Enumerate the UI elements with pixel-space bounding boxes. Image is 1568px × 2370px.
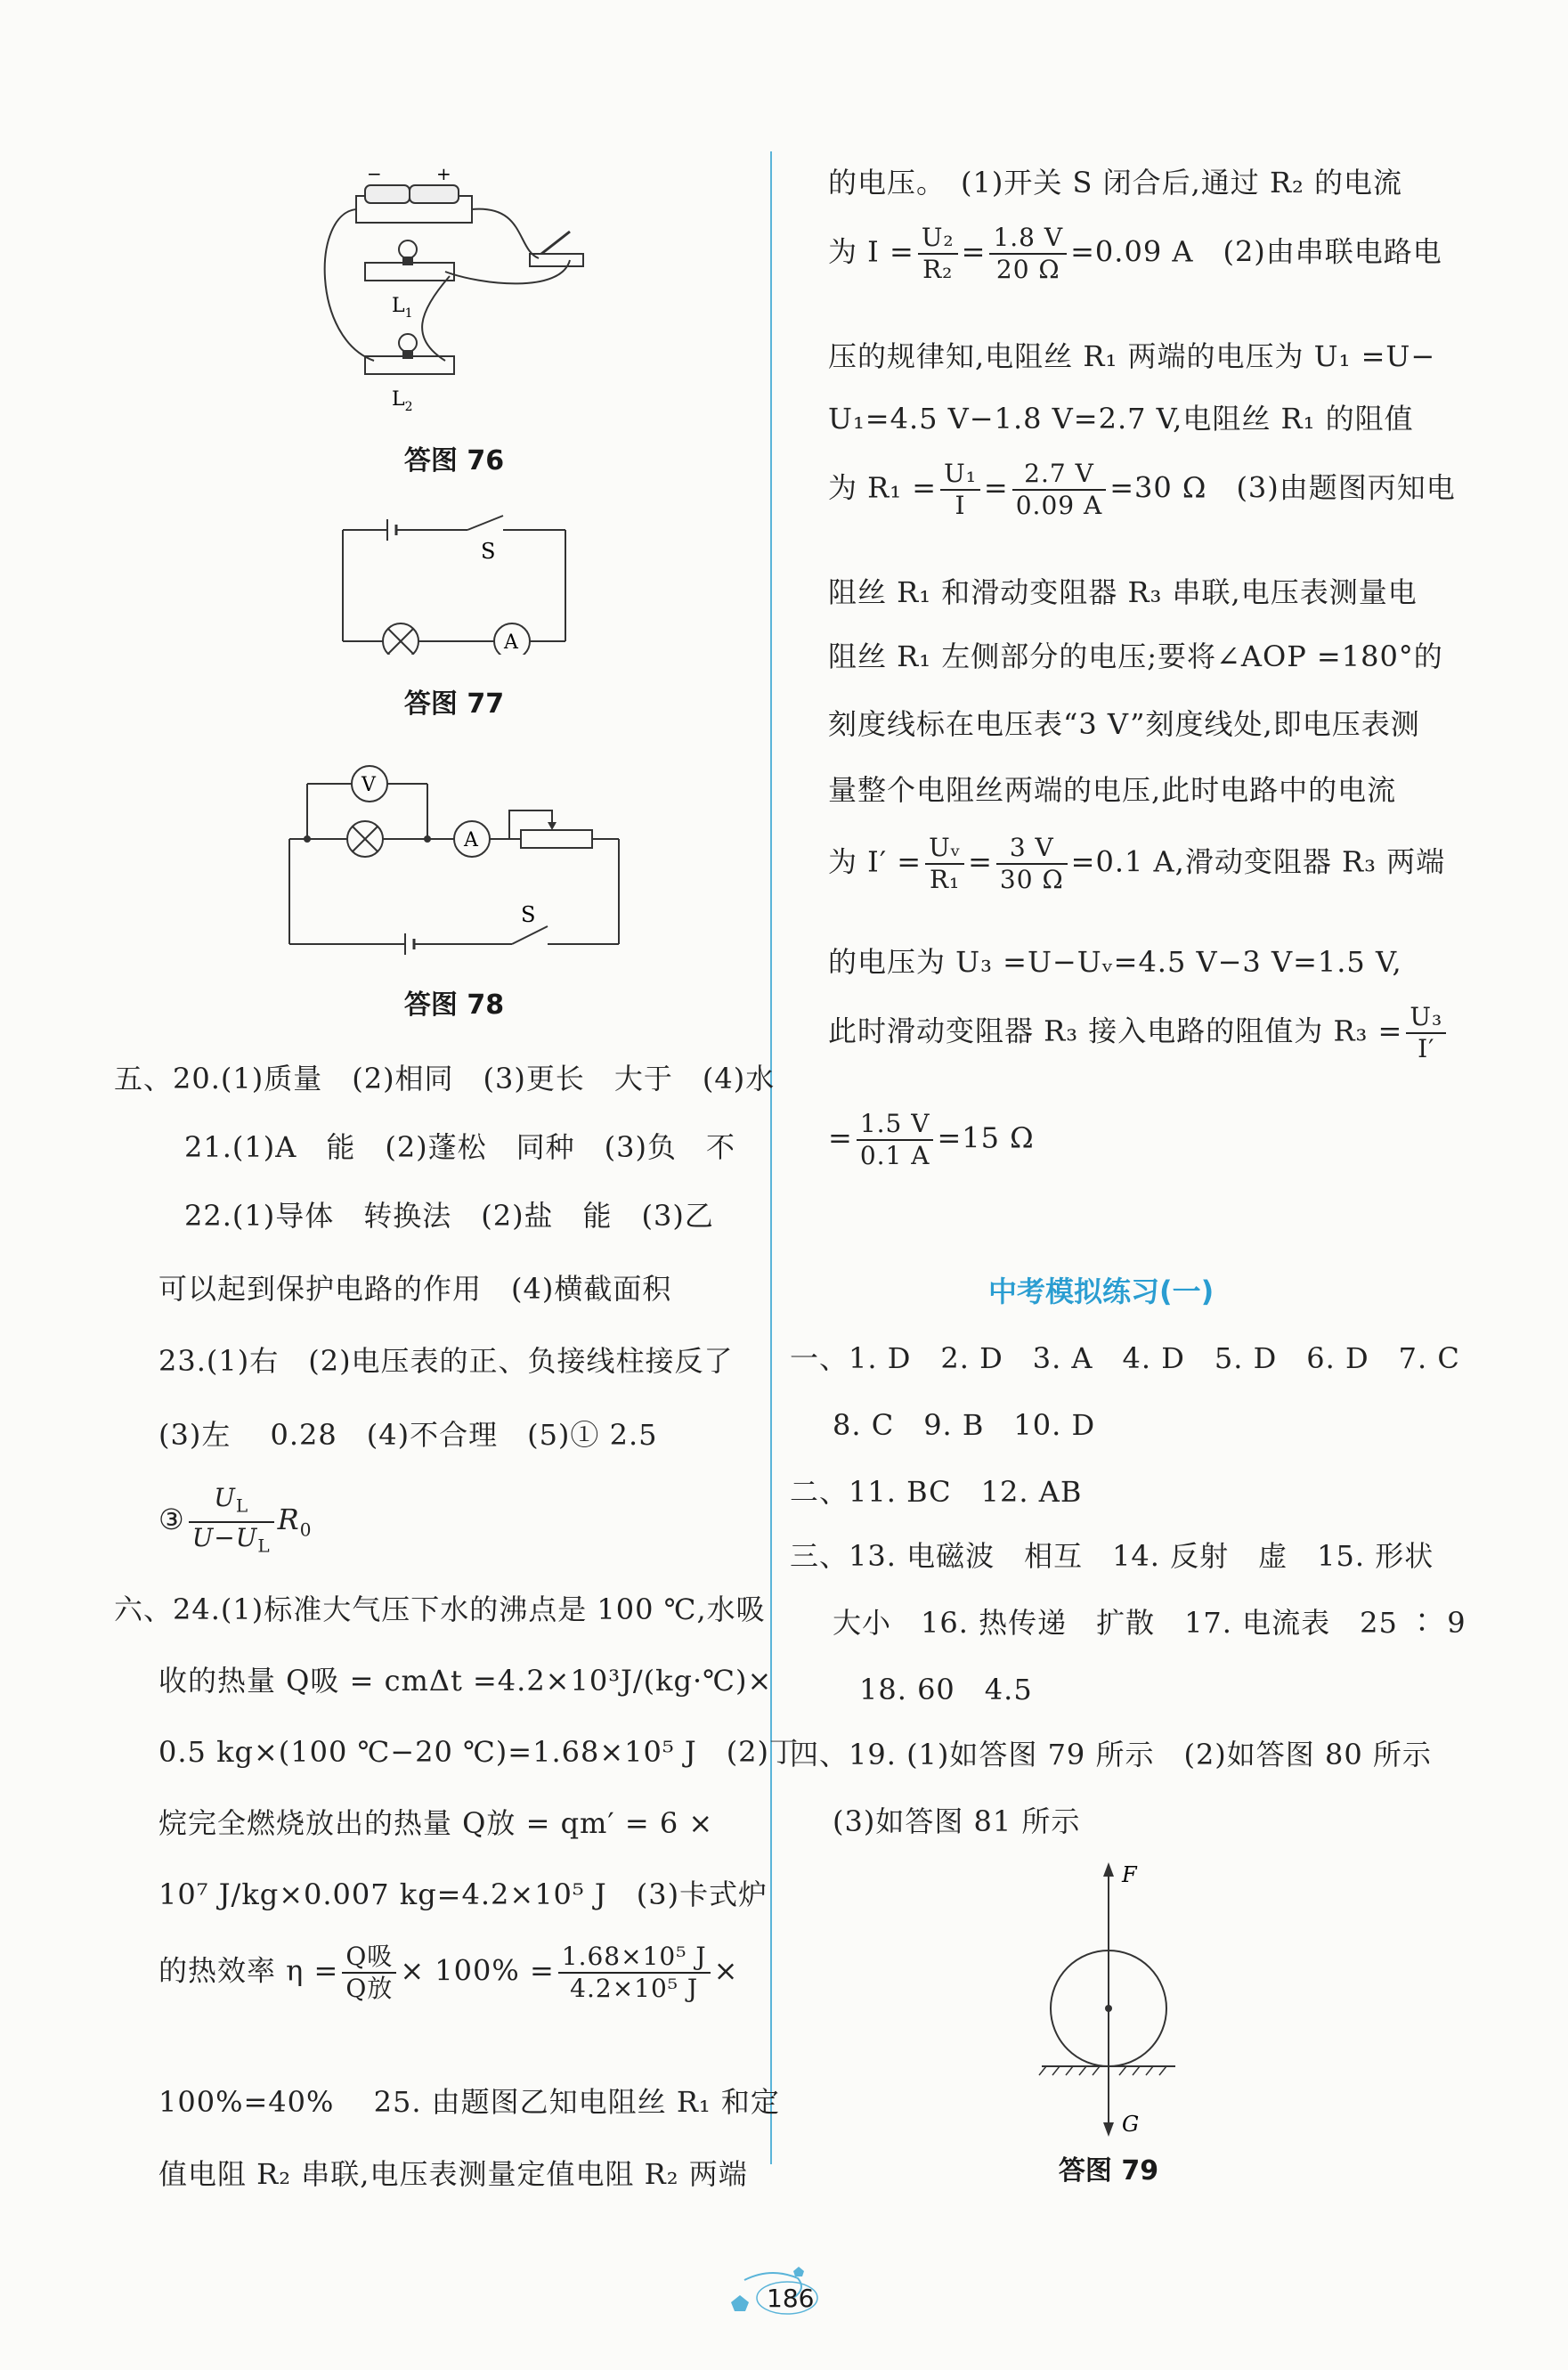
answer-q23: 23.(1)右 (2)电压表的正、负接线柱接反了 <box>158 1344 734 1378</box>
mock-answer-line4: 三、13. 电磁波 相互 14. 反射 虚 15. 形状 <box>790 1539 1434 1573</box>
fig77-switch-label: S <box>481 539 496 564</box>
figure-77-circuit <box>334 512 574 655</box>
page-number-badge <box>718 2262 860 2325</box>
answer-q25-line3: 压的规律知,电阻丝 R₁ 两端的电压为 U₁ =U− <box>828 339 1436 373</box>
fraction: $\frac{\text{U₂}}{\text{R₂}}$ <box>918 223 958 285</box>
answer-q24-line2: 收的热量 Q吸 = cmΔt =4.2×10³J/(kg·℃)× <box>158 1664 773 1698</box>
mock-answer-line7: 四、19. (1)如答图 79 所示 (2)如答图 80 所示 <box>790 1738 1432 1771</box>
fraction: $\frac{1.8 V}{20 \Omega}$ <box>989 223 1067 285</box>
answer-q22-cont: 可以起到保护电路的作用 (4)横截面积 <box>158 1272 672 1306</box>
right-column <box>770 0 1568 2370</box>
fraction: $\frac{2.7 V}{0.09 A}$ <box>1012 459 1106 521</box>
answer-q25-line8: 刻度线标在电压表“3 V”刻度线处,即电压表测 <box>828 707 1420 741</box>
answer-q25-line7: 阻丝 R₁ 左侧部分的电压;要将∠AOP =180°的 <box>828 639 1443 673</box>
answer-q24-line1: 六、24.(1)标准大气压下水的沸点是 100 ℃,水吸 <box>114 1592 766 1626</box>
answer-q24-line6: 的热效率 η = $\frac{\text{Q吸}}{\text{Q放}}$ × 100% = $\frac{\text{1.68×10⁵ J}}{\text{4.2×10⁵ J}}$ × <box>158 1942 739 2003</box>
battery-minus-label: − <box>367 163 382 184</box>
figure-77-caption: 答图 77 <box>403 688 505 720</box>
answer-q25-line4: U₁=4.5 V−1.8 V=2.7 V,电阻丝 R₁ 的阻值 <box>828 402 1414 436</box>
answer-q23-formula: ③ $\frac{U_L}{U-U_L}$ $R_0$ <box>158 1483 312 1560</box>
answer-q24-line8: 值电阻 R₂ 串联,电压表测量定值电阻 R₂ 两端 <box>158 2157 748 2191</box>
bulb-l1-label: $L_1$ <box>392 295 413 321</box>
figure-78-caption: 答图 78 <box>403 990 505 1021</box>
mock-answer-line6: 18. 60 4.5 <box>859 1673 1033 1706</box>
answer-q25-line13: = $\frac{1.5 V}{0.1 A}$ =15 Ω <box>828 1109 1035 1170</box>
answer-q24-line4: 烷完全燃烧放出的热量 Q放 = qm′ = 6 × <box>158 1806 714 1840</box>
page-number: 186 <box>767 2284 815 2313</box>
figure-79-caption: 答图 79 <box>1058 2155 1159 2187</box>
answer-q25-line12: 此时滑动变阻器 R₃ 接入电路的阻值为 R₃ = $\frac{\text{U₃}}{I'}$ <box>828 1002 1450 1064</box>
answer-q24-line3: 0.5 kg×(100 ℃−20 ℃)=1.68×10⁵ J (2)丁 <box>158 1735 800 1769</box>
answer-q25-line1: 的电压。 (1)开关 S 闭合后,通过 R₂ 的电流 <box>828 166 1403 200</box>
figure-78-circuit <box>285 761 632 966</box>
fraction: $\frac{\text{U₁}}{I}$ <box>940 459 980 521</box>
fraction: $\frac{\text{Q吸}}{\text{Q放}}$ <box>342 1942 396 2004</box>
figure-76-caption: 答图 76 <box>403 445 505 476</box>
mock-answer-line2: 8. C 9. B 10. D <box>833 1408 1096 1442</box>
fig78-switch-label: S <box>521 902 536 927</box>
fraction: $\frac{3 V}{30 \Omega}$ <box>996 833 1068 895</box>
figure-79-force-diagram <box>1037 1857 1180 2142</box>
answer-q25-line5: 为 R₁ = $\frac{\text{U₁}}{I}$ = $\frac{2.7 V}{0.09 A}$ =30 Ω (3)由题图丙知电 <box>828 459 1456 520</box>
answer-q23-cont: (3)左 0.28 (4)不合理 (5)① 2.5 <box>158 1418 658 1452</box>
answer-q25-line10: 为 I′ = $\frac{\text{Uᵥ}}{\text{R₁}}$ = $\frac{3 V}{30 \Omega}$ =0.1 A,滑动变阻器 R₃ 两端 <box>828 833 1446 894</box>
answer-q25-line11: 的电压为 U₃ =U−Uᵥ=4.5 V−3 V=1.5 V, <box>828 945 1402 979</box>
answer-q20: 五、20.(1)质量 (2)相同 (3)更长 大于 (4)水 <box>114 1062 776 1095</box>
answer-q24-line5: 10⁷ J/kg×0.007 kg=4.2×10⁵ J (3)卡式炉 <box>158 1877 768 1911</box>
fig78-ammeter-label: A <box>464 829 478 851</box>
force-g-label: G <box>1122 2112 1140 2137</box>
answer-q24-line7: 100%=40% 25. 由题图乙知电阻丝 R₁ 和定 <box>158 2085 780 2119</box>
mock-answer-line8: (3)如答图 81 所示 <box>833 1804 1081 1838</box>
answer-q21: 21.(1)A 能 (2)蓬松 同种 (3)负 不 <box>184 1130 735 1164</box>
mock-answer-line3: 二、11. BC 12. AB <box>790 1475 1083 1509</box>
mock-answer-line1: 一、1. D 2. D 3. A 4. D 5. D 6. D 7. C <box>790 1341 1460 1375</box>
battery-plus-label: + <box>436 163 451 184</box>
answer-q22: 22.(1)导体 转换法 (2)盐 能 (3)乙 <box>184 1199 714 1233</box>
fraction: $\frac{\text{U₃}}{I'}$ <box>1406 1002 1446 1064</box>
mock-answer-line5: 大小 16. 热传递 扩散 17. 电流表 25 ∶ 9 <box>833 1606 1466 1640</box>
section-title: 中考模拟练习(一) <box>988 1275 1215 1308</box>
bulb-l2-label: $L_2$ <box>392 388 413 414</box>
answer-q25-line6: 阻丝 R₁ 和滑动变阻器 R₃ 串联,电压表测量电 <box>828 575 1418 609</box>
answer-q25-line2: 为 I = $\frac{\text{U₂}}{\text{R₂}}$ = $\frac{1.8 V}{20 \Omega}$ =0.09 A (2)由串联电路电 <box>828 223 1442 284</box>
fraction: $\frac{\text{1.68×10⁵ J}}{\text{4.2×10⁵ J}}$ <box>558 1942 711 2004</box>
figure-76-circuit <box>303 160 605 419</box>
force-f-label: F <box>1122 1862 1137 1887</box>
fig78-voltmeter-label: V <box>362 774 376 796</box>
fig77-ammeter-label: A <box>504 631 518 654</box>
fraction: $\frac{U_L}{U-U_L}$ <box>189 1483 274 1560</box>
fraction: $\frac{1.5 V}{0.1 A}$ <box>857 1109 934 1171</box>
answer-q25-line9: 量整个电阻丝两端的电压,此时电路中的电流 <box>828 773 1397 807</box>
fraction: $\frac{\text{Uᵥ}}{\text{R₁}}$ <box>925 833 964 895</box>
